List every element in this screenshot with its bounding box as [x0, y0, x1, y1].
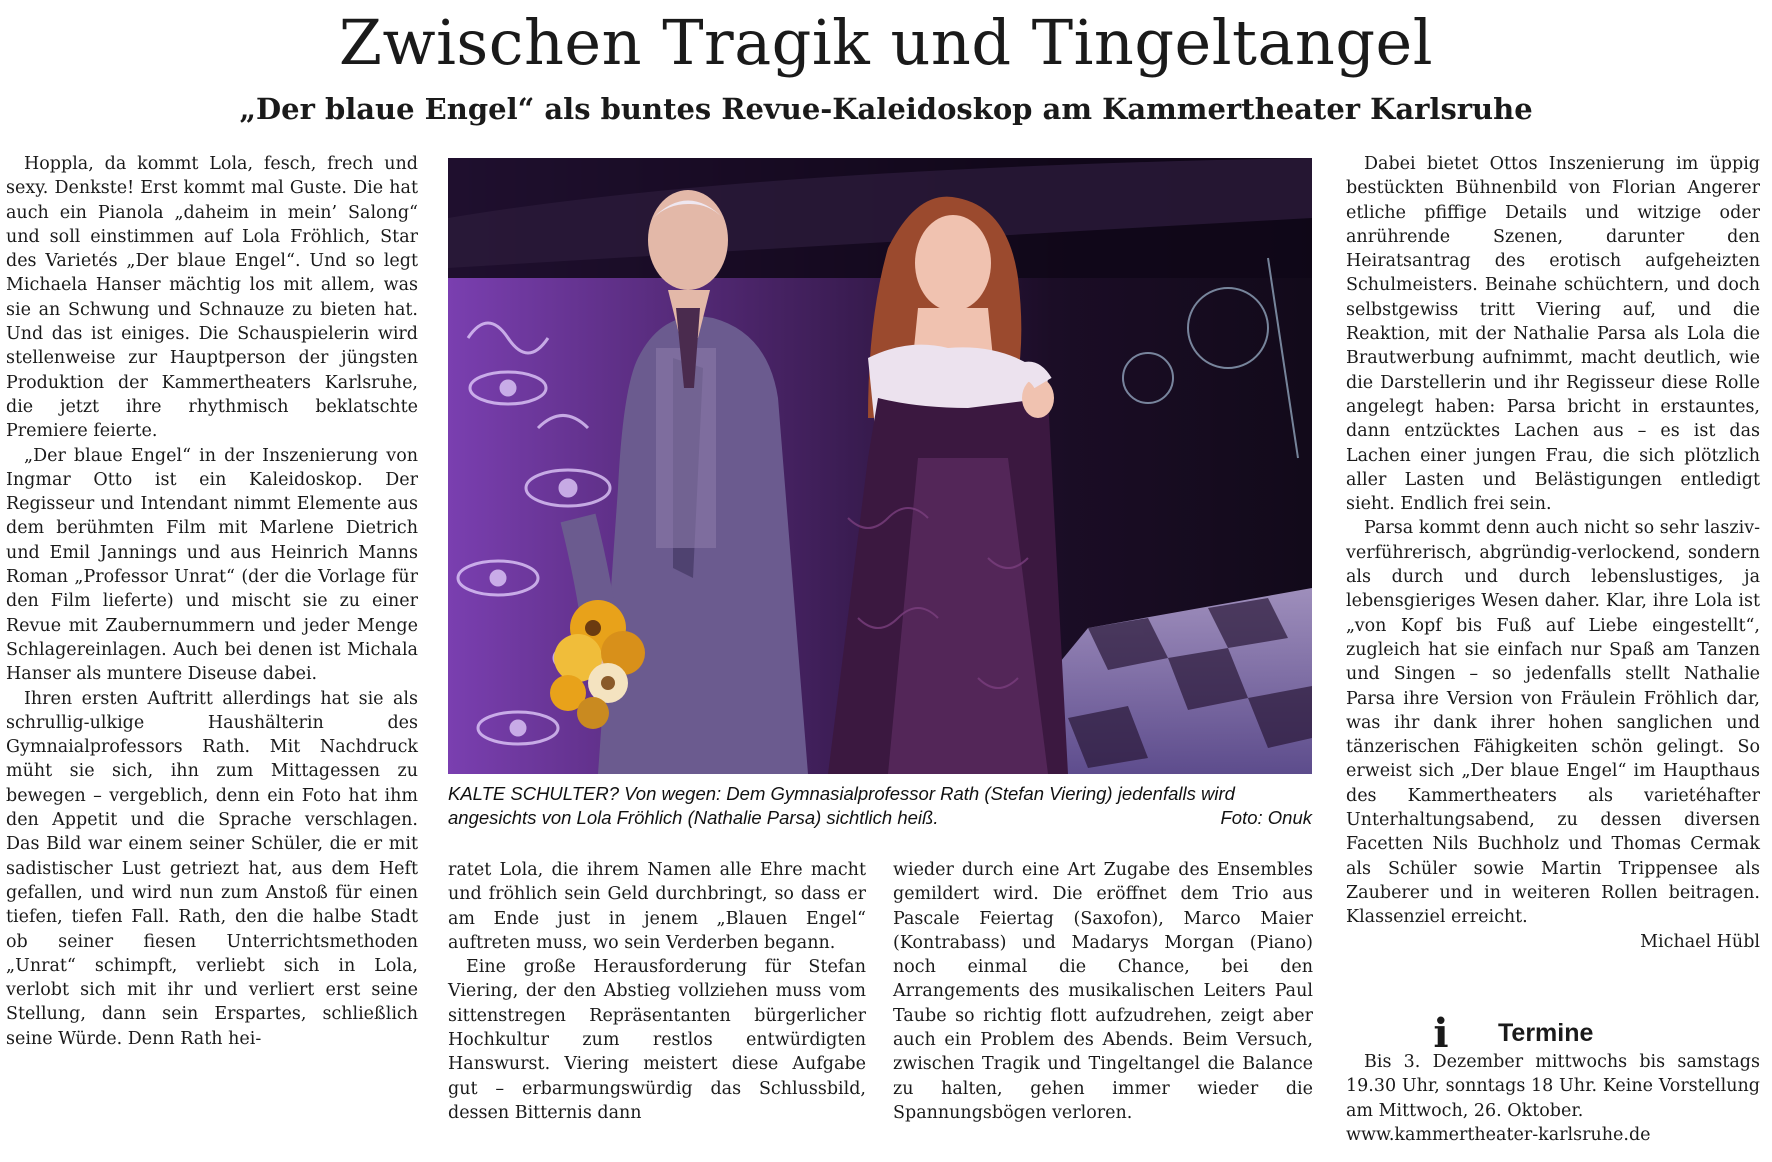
caption-text: KALTE SCHULTER? Von wegen: Dem Gymnasialprofessor Rath (Stefan Viering) jedenfalls wird angesichts von Lola Fröhlich (Nathalie Parsa) sichtlich heiß. — [448, 783, 1235, 828]
column-2 — [448, 858, 866, 1125]
termine-box-header — [1346, 1010, 1760, 1057]
column-4 — [1346, 152, 1760, 954]
termine-url[interactable]: www.kammertheater-karlsruhe.de — [1346, 1124, 1651, 1145]
paragraph: Eine große Herausforderung für Stefan Viering, der den Abstieg vollziehen muss vom sittenstregen Repräsentanten bürgerlicher Hochkultur zum restlos entwürdigten Hanswurst. Viering meistert diese Aufgabe gut – erbarmungswürdig das Schlussbild, dessen Bitternis dann — [448, 957, 866, 1123]
paragraph: ratet Lola, die ihrem Namen alle Ehre macht und fröhlich sein Geld durchbringt, so dass er am Ende just in jenem „Blauen Engel“ auftreten muss, wo sein Verderben begann. — [448, 860, 866, 953]
termine-text: Bis 3. Dezember mittwochs bis samstags 19.30 Uhr, sonntags 18 Uhr. Keine Vorstellung am Mittwoch, 26. Oktober. — [1346, 1052, 1760, 1121]
paragraph: Hoppla, da kommt Lola, fesch, frech und sexy. Denkste! Erst kommt mal Guste. Die hat auch ein Pianola „daheim in mein’ Salong“ und soll einstimmen auf Lola Fröhlich, Star des Varietés „Der blaue Engel“. Und so legt Michaela Hanser mächtig los mit allem, was sie an Schwung und Schnauze zu bieten hat. Und das ist einiges. Die Schauspielerin wird stellenweise zur Hauptperson der jüngsten Produktion der Kammertheaters Karlsruhe, die jetzt ihre rhythmisch beklatschte Premiere feierte. — [6, 154, 418, 442]
paragraph: wieder durch eine Art Zugabe des Ensembles gemildert wird. Die eröffnet dem Trio aus Pascale Feiertag (Saxofon), Marco Maier (Kontrabass) und Madarys Morgan (Piano) noch einmal die Chance, bei den Arrangements des musikalischen Leiters Paul Taube so richtig flott aufzudrehen, zeigt aber auch ein Problem des Abends. Beim Versuch, zwischen Tragik und Tingeltangel die Balance zu halten, gehen immer wieder die Spannungsbögen verloren. — [893, 860, 1313, 1123]
author-signature: Michael Hübl — [1640, 931, 1760, 952]
stage-photo-illustration — [448, 158, 1312, 774]
stage-photo — [448, 158, 1312, 774]
paragraph: Parsa kommt denn auch nicht so sehr lasziv-verführerisch, abgründig-verlockend, sondern als durch und durch lebenslustiges, ja lebensgieriges Wesen daher. Klar, ihre Lola ist „von Kopf bis Fuß auf Liebe eingestellt“, zugleich hat sie einfach nur Spaß am Tanzen und Singen – so jedenfalls stellt Nathalie Parsa ihre Version von Fräulein Fröhlich dar, was ihr dank ihrer hohen sanglichen und tänzerischen Fähigkeiten schön gelingt. So erweist sich „Der blaue Engel“ im Haupthaus des Kammertheaters als varietéhafter Unterhaltungsabend, zu dessen diversen Facetten Nils Buchholz und Thomas Cermak als Schüler sowie Martin Trippensee als Zauberer und in weiteren Rollen beitragen. Klassenziel erreicht. — [1346, 518, 1760, 928]
headline: Zwischen Tragik und Tingeltangel — [338, 6, 1434, 79]
termine-label: Termine — [1498, 1019, 1594, 1047]
info-icon: i — [1433, 1010, 1449, 1057]
photo-credit: Foto: Onuk — [1220, 807, 1312, 828]
column-1 — [6, 152, 418, 1051]
termine-details — [1346, 1050, 1760, 1147]
column-3 — [893, 858, 1313, 1125]
subheadline: „Der blaue Engel“ als buntes Revue-Kaleidoskop am Kammertheater Karlsruhe — [239, 92, 1533, 126]
paragraph: Ihren ersten Auftritt allerdings hat sie als schrullig-ulkige Haushälterin des Gymnaialprofessors Rath. Mit Nachdruck müht sie sich, ihn zum Mittagessen zu bewegen – vergeblich, denn ein Foto hat ihm den Appetit und die Sprache verschlagen. Das Bild war einem seiner Schüler, die er mit sadistischer Lust getriezt hat, aus dem Heft gefallen, und wird nun zum Anstoß für einen tiefen, tiefen Fall. Rath, den die halbe Stadt ob seiner fiesen Unterrichtsmethoden „Unrat“ schimpft, verliebt sich in Lola, verlobt sich mit ihr und verliert erst seine Stellung, dann sein Erspartes, schließlich seine Würde. Denn Rath hei- — [6, 688, 418, 1049]
paragraph: „Der blaue Engel“ in der Inszenierung von Ingmar Otto ist ein Kaleidoskop. Der Regisseur und Intendant nimmt Elemente aus dem berühmten Film mit Marlene Dietrich und Emil Jannings und aus Heinrich Manns Roman „Professor Unrat“ (der die Vorlage für den Film lieferte) und mischt sie zu einer Revue mit Zaubernummern und jeder Menge Schlagereinlagen. Auch bei denen ist Michala Hanser als muntere Diseuse dabei. — [6, 445, 418, 685]
paragraph: Dabei bietet Ottos Inszenierung im üppig bestückten Bühnenbild von Florian Angerer etliche pfiffige Details und witzige oder anrührende Szenen, darunter den Heiratsantrag des erotisch aufgeheizten Schulmeisters. Beinahe schüchtern, und doch selbstgewiss tritt Viering auf, und die Reaktion, mit der Nathalie Parsa als Lola die Brautwerbung aufnimmt, macht deutlich, wie die Darstellerin und ihr Regisseur diese Rolle angelegt haben: Parsa bricht in erstauntes, dann entzücktes Lachen aus – es ist das Lachen einer jungen Frau, die sich plötzlich aller Lasten und Belästigungen entledigt sieht. Endlich frei sein. — [1346, 154, 1760, 515]
photo-caption — [448, 782, 1312, 830]
